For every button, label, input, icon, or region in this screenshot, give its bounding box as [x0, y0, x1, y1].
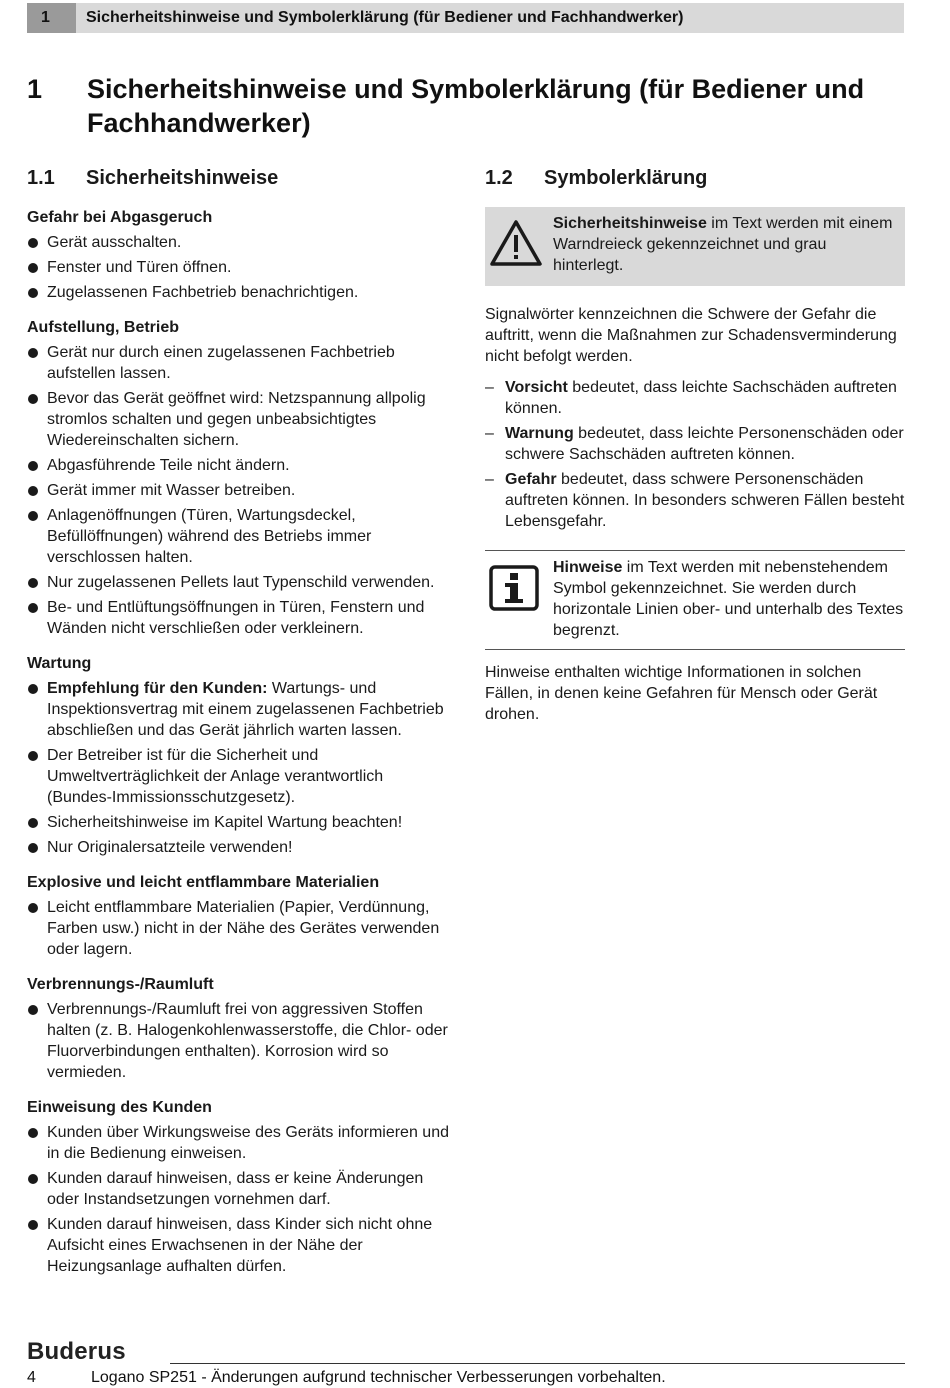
bullet-list [27, 1122, 452, 1277]
list-item-text: Der Betreiber ist für die Sicherheit und Umweltverträglichkeit der Anlage verantwortlich (Bundes-Immissionsschutzgesetz). [47, 747, 384, 806]
bullet-list [27, 342, 452, 639]
list-item [27, 837, 452, 858]
section-title: Sicherheitshinweise [86, 167, 279, 189]
note-box-bold: Hinweise [553, 559, 623, 576]
list-item-text: Kunden darauf hinweisen, dass er keine Änderungen oder Instandsetzungen vornehmen darf. [47, 1170, 424, 1208]
list-item-text: Sicherheitshinweise im Kapitel Wartung beachten! [47, 814, 403, 831]
list-item-text: Anlagenöffnungen (Türen, Wartungsdeckel, Befüllöffnungen) während des Betriebs immer verschlossen halten. [47, 507, 372, 566]
list-item-bold: Empfehlung für den Kunden: [47, 680, 268, 697]
section-heading-symbols [485, 165, 905, 191]
section-title: Symbolerklärung [544, 167, 708, 189]
note-box [485, 550, 905, 650]
signal-word: Vorsicht [505, 379, 568, 396]
list-item [27, 257, 452, 278]
list-item-text: Wartungs- und Inspektionsvertrag mit einem zugelassenen Fachbetrieb abschließen und das Gerät jährlich warten lassen. [47, 680, 444, 739]
list-item [27, 1168, 452, 1210]
page-number: 4 [27, 1369, 36, 1386]
signal-word: Warnung [505, 425, 574, 442]
signal-words-list [485, 377, 905, 532]
list-item-text: Kunden darauf hinweisen, dass Kinder sich nicht ohne Aufsicht eines Erwachsenen in der Nähe der Heizungsanlage aufhalten dürfen. [47, 1216, 433, 1275]
bullet-list [27, 897, 452, 960]
signal-words-paragraph: Signalwörter kennzeichnen die Schwere der Gefahr die auftritt, wenn die Maßnahmen zur Schadensverminderung nicht befolgt werden. [485, 306, 897, 365]
warning-box-bold: Sicherheitshinweise [553, 215, 707, 232]
signal-word-description: bedeutet, dass leichte Personenschäden oder schwere Sachschäden auftreten können. [505, 425, 904, 463]
warning-triangle-icon [489, 213, 553, 276]
section-number: 1.2 [485, 167, 513, 189]
list-item-text: Abgasführende Teile nicht ändern. [47, 457, 290, 474]
subsection-heading: Aufstellung, Betrieb [27, 319, 180, 336]
signal-word-item [485, 377, 905, 419]
list-item [27, 597, 452, 639]
signal-word-description: bedeutet, dass leichte Sachschäden auftreten können. [505, 379, 897, 417]
list-item-text: Bevor das Gerät geöffnet wird: Netzspannung allpolig stromlos schalten und gegen unbeabsichtigtes Wiedereinschalten sichern. [47, 390, 426, 449]
page-title-number: 1 [27, 74, 43, 104]
list-item-text: Gerät nur durch einen zugelassenen Fachbetrieb aufstellen lassen. [47, 344, 395, 382]
section-number: 1.1 [27, 167, 55, 189]
list-item [27, 342, 452, 384]
subsection-heading: Verbrennungs-/Raumluft [27, 976, 214, 993]
warning-box-body: im Text werden mit einem Warndreieck gekennzeichnet und grau hinterlegt. [553, 215, 893, 274]
running-header [27, 3, 904, 33]
page-title-text: Sicherheitshinweise und Symbolerklärung (für Bediener und Fachhandwerker) [87, 74, 865, 138]
list-item-text: Verbrennungs-/Raumluft frei von aggressiven Stoffen halten (z. B. Halogenkohlenwasserstoffe, die Chlor- oder Fluorverbindungen enthalten). Korrosion wird so vermieden. [47, 1001, 448, 1081]
signal-word: Gefahr [505, 471, 557, 488]
right-column [485, 165, 905, 735]
list-item [27, 232, 452, 253]
subsection-heading: Explosive und leicht entflammbare Materialien [27, 874, 380, 891]
bullet-list [27, 232, 452, 303]
list-item [27, 455, 452, 476]
footer-divider [170, 1363, 905, 1364]
subsection-heading: Gefahr bei Abgasgeruch [27, 209, 213, 226]
note-paragraph: Hinweise enthalten wichtige Informationen in solchen Fällen, in denen keine Gefahren für Mensch oder Gerät drohen. [485, 664, 878, 723]
list-item-text: Be- und Entlüftungsöffnungen in Türen, Fenstern und Wänden nicht verschließen oder verkleinern. [47, 599, 425, 637]
section-heading-safety [27, 165, 452, 191]
note-box-body: im Text werden mit nebenstehendem Symbol gekennzeichnet. Sie werden durch horizontale Linien ober- und unterhalb des Textes begrenzt. [553, 559, 904, 639]
page-title [27, 72, 907, 140]
chapter-number: 1 [27, 3, 76, 33]
brand-logo: Buderus [27, 1338, 126, 1365]
warning-box [485, 207, 905, 286]
list-item [27, 480, 452, 501]
list-item-text: Leicht entflammbare Materialien (Papier, Verdünnung, Farben usw.) nicht in der Nähe des Gerätes verwenden oder lagern. [47, 899, 440, 958]
note-box-text [553, 557, 905, 641]
signal-word-item [485, 469, 905, 532]
footer-text: Logano SP251 - Änderungen aufgrund technischer Verbesserungen vorbehalten. [91, 1369, 666, 1386]
bullet-list [27, 678, 452, 858]
list-item-text: Fenster und Türen öffnen. [47, 259, 232, 276]
running-header-title: Sicherheitshinweise und Symbolerklärung (für Bediener und Fachhandwerker) [86, 9, 684, 26]
signal-word-item [485, 423, 905, 465]
list-item-text: Gerät immer mit Wasser betreiben. [47, 482, 296, 499]
list-item-text: Gerät ausschalten. [47, 234, 182, 251]
left-column [27, 165, 452, 1291]
warning-box-text [553, 213, 895, 276]
list-item [27, 745, 452, 808]
list-item [27, 812, 452, 833]
subsection-heading: Einweisung des Kunden [27, 1099, 212, 1116]
list-item [27, 282, 452, 303]
list-item [27, 678, 452, 741]
footer [27, 1369, 666, 1387]
list-item [27, 572, 452, 593]
bullet-list [27, 999, 452, 1083]
list-item-text: Nur Originalersatzteile verwenden! [47, 839, 293, 856]
safety-sections [27, 207, 452, 1277]
list-item [27, 897, 452, 960]
list-item-text: Nur zugelassenen Pellets laut Typenschild verwenden. [47, 574, 435, 591]
list-item-text: Kunden über Wirkungsweise des Geräts informieren und in die Bedienung einweisen. [47, 1124, 449, 1162]
list-item [27, 1122, 452, 1164]
list-item-text: Zugelassenen Fachbetrieb benachrichtigen. [47, 284, 359, 301]
list-item [27, 505, 452, 568]
list-item [27, 388, 452, 451]
list-item [27, 999, 452, 1083]
subsection-heading: Wartung [27, 655, 92, 672]
list-item [27, 1214, 452, 1277]
info-icon [489, 557, 553, 641]
signal-word-description: bedeutet, dass schwere Personenschäden auftreten können. In besonders schweren Fällen besteht Lebensgefahr. [505, 471, 905, 530]
